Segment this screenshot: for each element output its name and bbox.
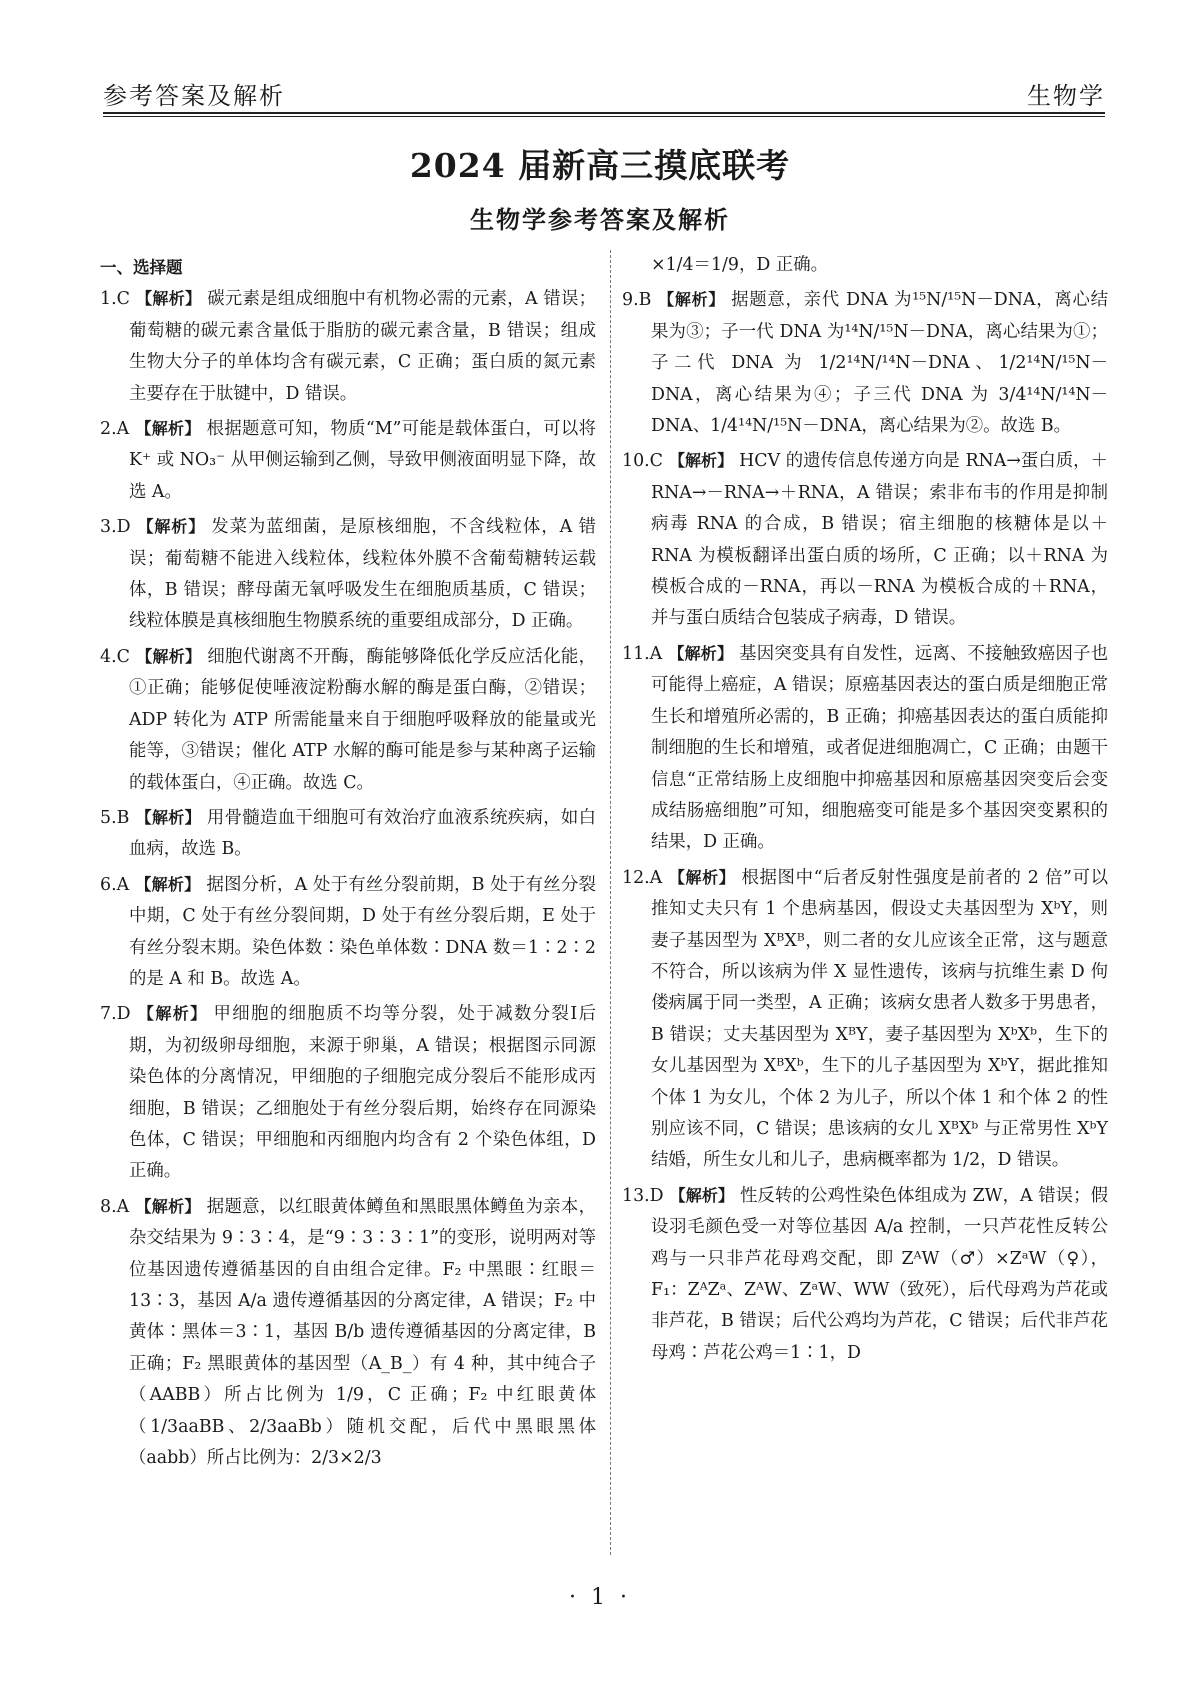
header-left-title: 参考答案及解析: [103, 82, 285, 110]
answer-item: [100, 511, 596, 638]
answer-number: 4.C: [100, 646, 130, 667]
answer-item: [622, 445, 1108, 634]
answer-item: [100, 869, 596, 996]
page-subtitle: 生物学参考答案及解析: [470, 206, 730, 234]
explanation-label: 【解析】: [668, 643, 734, 663]
explanation-text: 基因突变具有自发性，远离、不接触致癌因子也可能得上癌症，A 错误；原癌基因表达的蛋白质是细胞正常生长和增殖所必需的，B 正确；抑癌基因表达的蛋白质能抑制细胞的生长和增殖，或者促进细胞凋亡，C 正确；由题干信息“正常结肠上皮细胞中抑癌基因和原癌基因突变后会变成结肠癌细胞”可知，细胞癌变可能是多个基因突变累积的结果，D 正确。: [651, 643, 1108, 853]
explanation-label: 【解析】: [669, 1185, 734, 1205]
explanation-text: 据图分析，A 处于有丝分裂前期，B 处于有丝分裂中期，C 处于有丝分裂间期，D 处于有丝分裂后期，E 处于有丝分裂末期。染色体数∶染色单体数∶DNA 数＝1∶2∶2的是 A 和 B。故选 A。: [129, 874, 596, 989]
explanation-label: 【解析】: [135, 646, 202, 666]
explanation-label: 【解析】: [657, 290, 726, 310]
answer-item: [100, 998, 596, 1187]
answer-number: 9.B: [622, 290, 652, 311]
left-column: [100, 252, 596, 1477]
answer-number: 7.D: [100, 1004, 131, 1025]
explanation-text: 据题意，以红眼黄体鳟鱼和黑眼黑体鳟鱼为亲本，杂交结果为 9∶3∶4，是“9∶3∶3∶1”的变形，说明两对等位基因遗传遵循基因的自由组合定律。F₂ 中黑眼∶红眼＝13∶3，基因 A/a 遗传遵循基因的分离定律，A 错误；F₂ 中黄体∶黑体＝3∶1，基因 B/b 遗传遵循基因的分离定律，B 正确；F₂ 黑眼黄体的基因型（A_B_）有 4 种，其中纯合子（AABB）所占比例为 1/9，C 正确；F₂ 中红眼黄体（1/3aaBB、2/3aaBb）随机交配，后代中黑眼黑体（aabb）所占比例为：2/3×2/3: [129, 1196, 596, 1469]
page-title: 2024 届新高三摸底联考: [409, 146, 791, 185]
answer-item: [100, 413, 596, 508]
answer-number: 6.A: [100, 874, 130, 895]
answer-number: 5.B: [100, 807, 130, 828]
explanation-text: 用骨髓造血干细胞可有效治疗血液系统疾病，如白血病，故选 B。: [129, 807, 596, 860]
explanation-label: 【解析】: [135, 807, 201, 827]
explanation-text: 性反转的公鸡性染色体组成为 ZW，A 错误；假设羽毛颜色受一对等位基因 A/a 控制，一只芦花性反转公鸡与一只非芦花母鸡交配，即 ZᴬW（♂）×ZᵃW（♀），F₁：ZᴬZᵃ、ZᴬW、ZᵃW、WW（致死），后代母鸡为芦花或非芦花，B 错误；后代公鸡均为芦花，C 错误；后代非芦花母鸡∶芦花公鸡＝1∶1，D: [651, 1185, 1108, 1363]
answer-item: [100, 1191, 596, 1475]
header-rule: [103, 116, 1105, 117]
explanation-label: 【解析】: [136, 1004, 208, 1024]
left-answer-list: [100, 283, 596, 1474]
explanation-label: 【解析】: [135, 289, 202, 309]
explanation-text: 碳元素是组成细胞中有机物必需的元素，A 错误；葡萄糖的碳元素含量低于脂肪的碳元素含量，B 错误；组成生物大分子的单体均含有碳元素，C 正确；蛋白质的氮元素主要存在于肽键中，D 错误。: [129, 289, 596, 404]
answer-item: [622, 284, 1108, 442]
answer-item: [622, 862, 1108, 1177]
explanation-text: HCV 的遗传信息传递方向是 RNA→蛋白质，＋RNA→－RNA→＋RNA，A 错误；索非布韦的作用是抑制病毒 RNA 的合成，B 错误；宿主细胞的核糖体是以＋RNA 为模板翻译出蛋白质的场所，C 正确；以＋RNA 为模板合成的－RNA，再以－RNA 为模板合成的＋RNA，并与蛋白质结合包装成子病毒，D 错误。: [651, 451, 1108, 629]
explanation-label: 【解析】: [135, 1196, 201, 1216]
explanation-text: 据题意，亲代 DNA 为¹⁵N/¹⁵N－DNA，离心结果为③；子一代 DNA 为¹⁴N/¹⁵N－DNA，离心结果为①；子二代 DNA 为 1/2¹⁴N/¹⁴N－DNA、1/2¹⁴N/¹⁵N－DNA，离心结果为④；子三代 DNA 为 3/4¹⁴N/¹⁴N－DNA、1/4¹⁴N/¹⁵N－DNA，离心结果为②。故选 B。: [651, 290, 1108, 437]
answer-item: [100, 641, 596, 799]
section-heading: 一、选择题: [100, 258, 183, 277]
answer-item: [100, 283, 596, 410]
page-number: · 1 ·: [569, 1585, 631, 1610]
explanation-label: 【解析】: [135, 874, 201, 894]
explanation-text: 根据图中“后者反射性强度是前者的 2 倍”可以推知丈夫只有 1 个患病基因，假设丈夫基因型为 XᵇY，则妻子基因型为 XᴮXᴮ，则二者的女儿应该全正常，这与题意不符合，所以该病为伴 X 显性遗传，该病与抗维生素 D 佝偻病属于同一类型，A 正确；该病女患者人数多于男患者，B 错误；丈夫基因型为 XᴮY，妻子基因型为 XᵇXᵇ，生下的女儿基因型为 XᴮXᵇ，生下的儿子基因型为 XᵇY，据此推知个体 1 为女儿，个体 2 为儿子，所以个体 1 和个体 2 的性别应该不同，C 错误；患该病的女儿 XᴮXᵇ 与正常男性 XᵇY 结婚，所生女儿和儿子，患病概率都为 1/2，D 错误。: [651, 867, 1108, 1171]
answer-number: 8.A: [100, 1196, 130, 1217]
answer-item: [100, 802, 596, 866]
explanation-text: 甲细胞的细胞质不均等分裂，处于减数分裂Ⅰ后期，为初级卵母细胞，来源于卵巢，A 错误；根据图示同源染色体的分离情况，甲细胞的子细胞完成分裂后不能形成丙细胞，B 错误；乙细胞处于有丝分裂后期，始终存在同源染色体，C 错误；甲细胞和丙细胞内均含有 2 个染色体组，D 正确。: [129, 1004, 596, 1182]
explanation-text: 根据题意可知，物质“M”可能是载体蛋白，可以将 K⁺ 或 NO₃⁻ 从甲侧运输到乙侧，导致甲侧液面明显下降，故选 A。: [129, 419, 596, 502]
answer-number: 1.C: [100, 289, 130, 310]
answer-number: 3.D: [100, 517, 131, 538]
answer-number: 11.A: [622, 643, 663, 664]
column-divider: [610, 250, 611, 1555]
explanation-label: 【解析】: [668, 867, 736, 887]
explanation-text: 细胞代谢离不开酶，酶能够降低化学反应活化能，①正确；能够促使唾液淀粉酶水解的酶是蛋白酶，②错误；ADP 转化为 ATP 所需能量来自于细胞呼吸释放的能量或光能等，③错误；催化 ATP 水解的酶可能是参与某种离子运输的载体蛋白，④正确。故选 C。: [129, 646, 596, 793]
answer-item: [622, 638, 1108, 859]
explanation-text: 发菜为蓝细菌，是原核细胞，不含线粒体，A 错误；葡萄糖不能进入线粒体，线粒体外膜不含葡萄糖转运载体，B 错误；酵母菌无氧呼吸发生在细胞质基质，C 错误；线粒体膜是真核细胞生物膜系统的重要组成部分，D 正确。: [129, 517, 596, 632]
page-header: [103, 72, 1105, 114]
answer-number: 2.A: [100, 419, 130, 440]
right-answer-list: [622, 284, 1108, 1369]
right-column: [622, 250, 1108, 1372]
header-subject: 生物学: [1027, 82, 1105, 110]
answer-item: [622, 1180, 1108, 1369]
explanation-label: 【解析】: [136, 517, 206, 537]
explanation-label: 【解析】: [668, 451, 734, 471]
answer-number: 12.A: [622, 867, 663, 888]
explanation-label: 【解析】: [135, 419, 201, 439]
continuation-text: ×1/4＝1/9，D 正确。: [651, 255, 828, 275]
answer-number: 13.D: [622, 1185, 664, 1206]
answer-number: 10.C: [622, 451, 663, 472]
